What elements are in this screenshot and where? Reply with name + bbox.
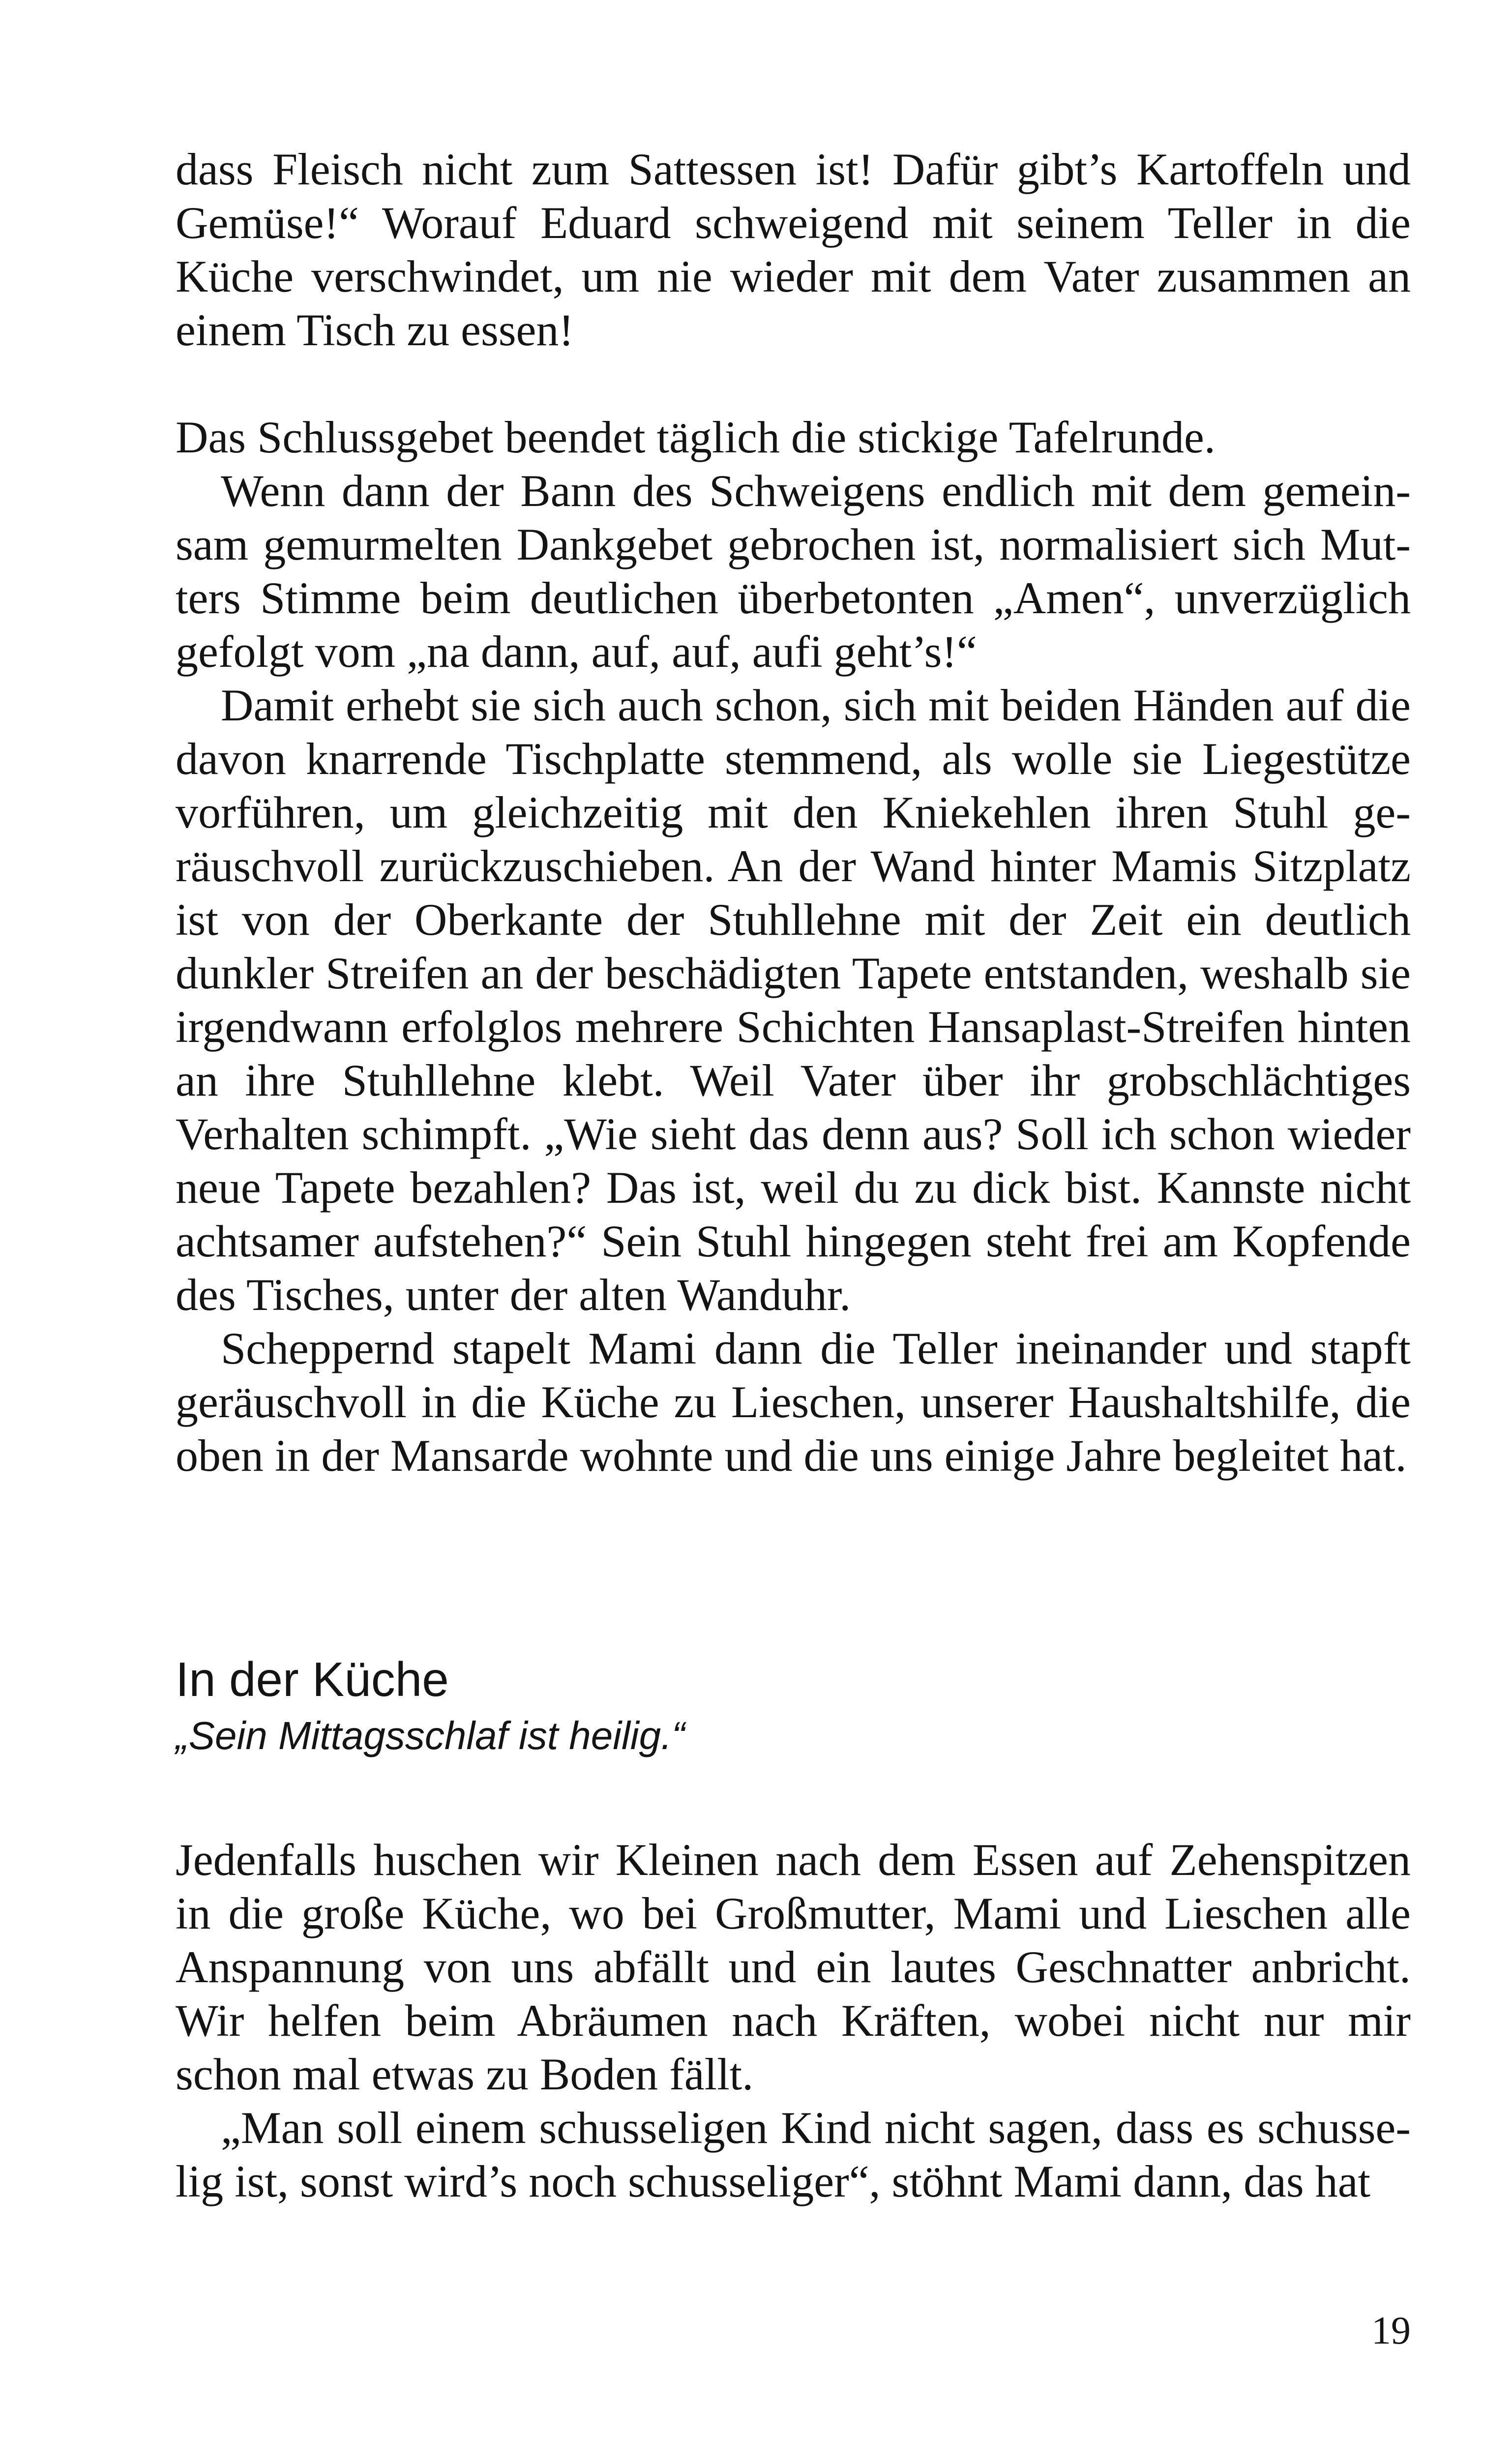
- upper-text-section: [176, 143, 1411, 1483]
- chapter-subtitle: „Sein Mittagsschlaf ist heilig.“: [176, 1714, 685, 1757]
- paragraph: dass Fleisch nicht zum Sattessen ist! Dafür gibt’s Kartoffeln und Gemüse!“ Worauf Eduard schweigend mit seinem Teller in die Küche verschwindet, um nie wieder mit dem Vater zusammen an einem Tisch zu essen!: [176, 144, 1411, 355]
- paragraph: Damit erhebt sie sich auch schon, sich mit beiden Händen auf die davon knarrende Tischplatte stemmend, als wolle sie Liegestütze vorführen, um gleichzeitig mit den Kniekehlen ihren Stuhl geräuschvoll zurückzuschieben. An der Wand hinter Mamis Sitzplatz ist von der Oberkante der Stuhllehne mit der Zeit ein deutlich dunkler Streifen an der beschädigten Tapete entstanden, weshalb sie irgendwann erfolglos mehrere Schichten Hansaplast-Streifen hinten an ihre Stuhllehne klebt. Weil Vater über ihr grobschlächtiges Verhalten schimpft. „Wie sieht das denn aus? Soll ich schon wieder neue Tapete bezahlen? Das ist, weil du zu dick bist. Kannste nicht achtsamer aufstehen?“ Sein Stuhl hingegen steht frei am Kopfende des Tisches, unter der alten Wanduhr.: [176, 680, 1411, 1320]
- paragraph: „Man soll einem schusseligen Kind nicht sagen, dass es schusselig ist, sonst wird’s noch schusseliger“, stöhnt Mami dann, das hat: [176, 2103, 1411, 2206]
- paragraph: Wenn dann der Bann des Schweigens endlich mit dem gemeinsam gemurmelten Dankgebet gebrochen ist, normalisiert sich Mutters Stimme beim deutlichen überbetonten „Amen“, unverzüglich gefolgt vom „na dann, auf, auf, aufi geht’s!“: [176, 466, 1411, 677]
- chapter-heading: [176, 1650, 1411, 1763]
- page-number: 19: [1371, 2309, 1411, 2352]
- lower-text-section: [176, 1833, 1411, 2208]
- paragraph: Das Schlussgebet beendet täglich die stickige Tafelrunde.: [176, 412, 1216, 462]
- chapter-title: In der Küche: [176, 1652, 449, 1706]
- paragraph: Scheppernd stapelt Mami dann die Teller ineinander und stapft geräuschvoll in die Küche zu Lieschen, unserer Haushaltshilfe, die oben in der Mansarde wohnte und die uns einige Jahre begleitet hat.: [176, 1323, 1411, 1481]
- paragraph: Jedenfalls huschen wir Kleinen nach dem Essen auf Zehenspitzen in die große Küche, wo bei Großmutter, Mami und Lieschen alle Anspannung von uns abfällt und ein lautes Geschnatter anbricht. Wir helfen beim Abräumen nach Kräften, wobei nicht nur mir schon mal etwas zu Boden fällt.: [176, 1835, 1411, 2099]
